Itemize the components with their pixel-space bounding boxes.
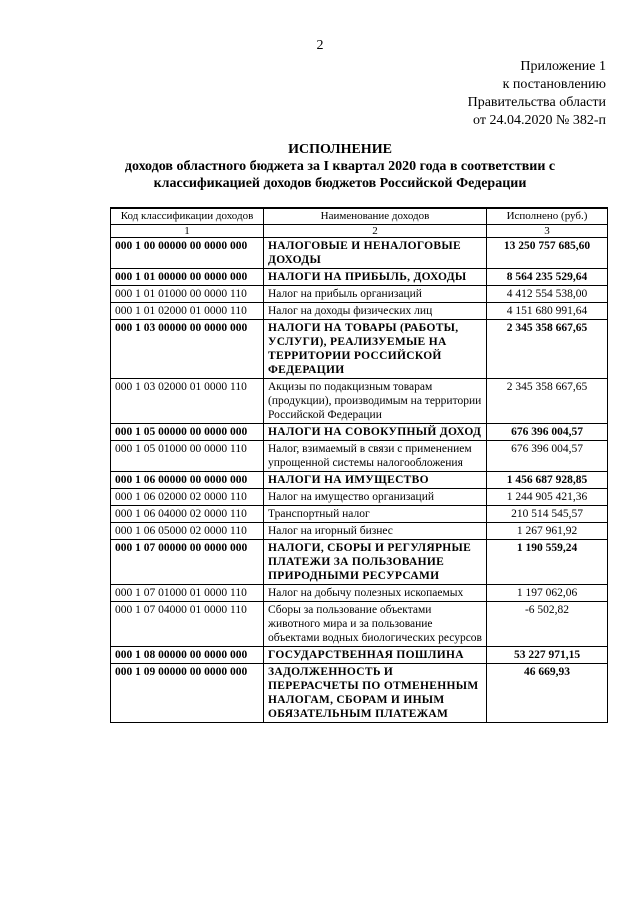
header-amount: Исполнено (руб.) xyxy=(487,208,608,225)
row-code: 000 1 06 04000 02 0000 110 xyxy=(111,506,264,523)
row-code: 000 1 05 00000 00 0000 000 xyxy=(111,424,264,441)
table-row xyxy=(111,506,608,523)
row-name: Налог на игорный бизнес xyxy=(264,523,487,540)
row-amount: -6 502,82 xyxy=(487,602,608,647)
row-name: Налог на добычу полезных ископаемых xyxy=(264,585,487,602)
row-code: 000 1 09 00000 00 0000 000 xyxy=(111,664,264,723)
appendix-line-2: к постановлению xyxy=(502,77,606,92)
appendix-line-3: Правительства области xyxy=(467,95,606,110)
row-name: Акцизы по подакцизным товарам (продукции), производимым на территории Российской Федерации xyxy=(264,379,487,424)
table-row xyxy=(111,523,608,540)
title-line-3: классификацией доходов бюджетов Российской Федерации xyxy=(153,176,527,191)
header-code: Код классификации доходов xyxy=(111,208,264,225)
table-row xyxy=(111,379,608,424)
row-name: Сборы за пользование объектами животного мира и за пользование объектами водных биологических ресурсов xyxy=(264,602,487,647)
row-amount: 2 345 358 667,65 xyxy=(487,379,608,424)
table-row xyxy=(111,602,608,647)
table-row xyxy=(111,320,608,379)
appendix-line-4: от 24.04.2020 № 382-п xyxy=(473,113,606,128)
row-name: Транспортный налог xyxy=(264,506,487,523)
column-number: 3 xyxy=(487,225,608,238)
row-name: Налог на прибыль организаций xyxy=(264,286,487,303)
row-amount: 676 396 004,57 xyxy=(487,424,608,441)
row-name: НАЛОГОВЫЕ И НЕНАЛОГОВЫЕ ДОХОДЫ xyxy=(264,238,487,269)
row-amount: 676 396 004,57 xyxy=(487,441,608,472)
row-name: НАЛОГИ НА ИМУЩЕСТВО xyxy=(264,472,487,489)
title-line-1: ИСПОЛНЕНИЕ xyxy=(288,142,392,157)
table-row xyxy=(111,424,608,441)
row-name: ГОСУДАРСТВЕННАЯ ПОШЛИНА xyxy=(264,647,487,664)
row-amount: 1 267 961,92 xyxy=(487,523,608,540)
row-name: НАЛОГИ НА СОВОКУПНЫЙ ДОХОД xyxy=(264,424,487,441)
table-row xyxy=(111,540,608,585)
row-code: 000 1 08 00000 00 0000 000 xyxy=(111,647,264,664)
column-number-row xyxy=(111,225,608,238)
table-row xyxy=(111,269,608,286)
row-amount: 46 669,93 xyxy=(487,664,608,723)
row-name: НАЛОГИ НА ТОВАРЫ (РАБОТЫ, УСЛУГИ), РЕАЛИЗУЕМЫЕ НА ТЕРРИТОРИИ РОССИЙСКОЙ ФЕДЕРАЦИИ xyxy=(264,320,487,379)
row-code: 000 1 03 00000 00 0000 000 xyxy=(111,320,264,379)
row-name: НАЛОГИ НА ПРИБЫЛЬ, ДОХОДЫ xyxy=(264,269,487,286)
table-row xyxy=(111,585,608,602)
row-code: 000 1 00 00000 00 0000 000 xyxy=(111,238,264,269)
row-amount: 1 197 062,06 xyxy=(487,585,608,602)
row-name: Налог, взимаемый в связи с применением упрощенной системы налогообложения xyxy=(264,441,487,472)
row-name: Налог на имущество организаций xyxy=(264,489,487,506)
row-amount: 4 151 680 991,64 xyxy=(487,303,608,320)
row-name: ЗАДОЛЖЕННОСТЬ И ПЕРЕРАСЧЕТЫ ПО ОТМЕНЕННЫМ НАЛОГАМ, СБОРАМ И ИНЫМ ОБЯЗАТЕЛЬНЫМ ПЛАТЕЖАМ xyxy=(264,664,487,723)
table-row xyxy=(111,647,608,664)
table-row xyxy=(111,472,608,489)
row-code: 000 1 07 00000 00 0000 000 xyxy=(111,540,264,585)
table-row xyxy=(111,286,608,303)
row-code: 000 1 01 00000 00 0000 000 xyxy=(111,269,264,286)
revenue-table xyxy=(110,207,608,723)
row-code: 000 1 01 02000 01 0000 110 xyxy=(111,303,264,320)
row-amount: 1 456 687 928,85 xyxy=(487,472,608,489)
row-amount: 2 345 358 667,65 xyxy=(487,320,608,379)
row-code: 000 1 07 04000 01 0000 110 xyxy=(111,602,264,647)
table-row xyxy=(111,441,608,472)
header-name: Наименование доходов xyxy=(264,208,487,225)
row-code: 000 1 03 02000 01 0000 110 xyxy=(111,379,264,424)
row-code: 000 1 06 02000 02 0000 110 xyxy=(111,489,264,506)
column-number: 2 xyxy=(264,225,487,238)
row-code: 000 1 01 01000 00 0000 110 xyxy=(111,286,264,303)
document-title xyxy=(60,141,620,192)
title-line-2: доходов областного бюджета за I квартал 2020 года в соответствии с xyxy=(124,159,556,174)
table-row xyxy=(111,303,608,320)
page-number: 2 xyxy=(316,38,324,53)
row-amount: 1 190 559,24 xyxy=(487,540,608,585)
row-name: Налог на доходы физических лиц xyxy=(264,303,487,320)
appendix-line-1: Приложение 1 xyxy=(520,59,606,74)
table-row xyxy=(111,664,608,723)
row-amount: 210 514 545,57 xyxy=(487,506,608,523)
table-row xyxy=(111,238,608,269)
row-code: 000 1 07 01000 01 0000 110 xyxy=(111,585,264,602)
row-name: НАЛОГИ, СБОРЫ И РЕГУЛЯРНЫЕ ПЛАТЕЖИ ЗА ПОЛЬЗОВАНИЕ ПРИРОДНЫМИ РЕСУРСАМИ xyxy=(264,540,487,585)
row-amount: 4 412 554 538,00 xyxy=(487,286,608,303)
row-code: 000 1 06 05000 02 0000 110 xyxy=(111,523,264,540)
row-code: 000 1 06 00000 00 0000 000 xyxy=(111,472,264,489)
row-amount: 13 250 757 685,60 xyxy=(487,238,608,269)
row-amount: 53 227 971,15 xyxy=(487,647,608,664)
table-header-row xyxy=(111,208,608,225)
row-code: 000 1 05 01000 00 0000 110 xyxy=(111,441,264,472)
table-row xyxy=(111,489,608,506)
table-body xyxy=(111,238,608,723)
column-number: 1 xyxy=(111,225,264,238)
row-amount: 8 564 235 529,64 xyxy=(487,269,608,286)
appendix-block xyxy=(468,58,606,130)
row-amount: 1 244 905 421,36 xyxy=(487,489,608,506)
